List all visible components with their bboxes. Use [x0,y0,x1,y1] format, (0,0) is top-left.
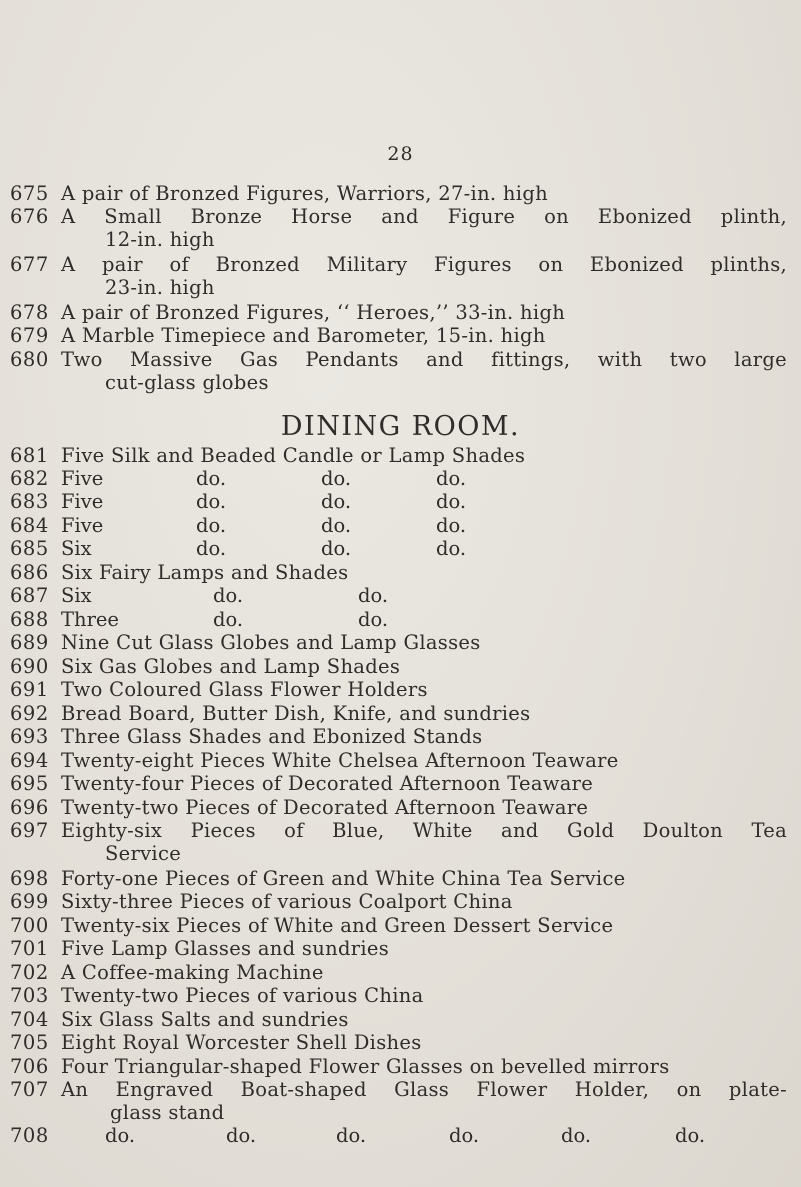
lot-677-continuation: 23-in. high [105,276,215,299]
lot-description: A Small Bronze Horse and Figure on Ebonized plinth, [61,205,787,228]
lot-number: 688 [10,608,49,631]
lot-description: Two Coloured Glass Flower Holders [61,678,428,701]
lot-description: A pair of Bronzed Military Figures on Ebonized plinths, [61,253,787,276]
lot-697 [0,819,801,843]
lot-description: A Coffee-making Machine [61,961,324,984]
lot-number: 702 [10,961,49,984]
lot-number: 691 [10,678,49,701]
lot-700 [0,914,801,938]
lot-697-continuation: Service [105,842,182,865]
lot-680 [0,348,801,372]
lot-description: A pair of Bronzed Figures, ‘‘ Heroes,’’ 33-in. high [61,301,566,324]
lot-quantity: Five [61,467,104,490]
lot-description: Five Lamp Glasses and sundries [61,937,390,960]
lot-number: 694 [10,749,49,772]
lot-number: 676 [10,205,49,228]
lot-description: Bread Board, Butter Dish, Knife, and sundries [61,702,531,725]
lot-number: 706 [10,1055,49,1078]
ditto-mark: do. [226,1124,257,1147]
lot-705 [0,1031,801,1055]
ditto-mark: do. [321,537,352,560]
lot-687 [0,584,801,608]
lot-quantity: Six [61,537,92,560]
ditto-mark: do. [213,608,244,631]
lot-description: Twenty-two Pieces of various China [61,984,424,1007]
lot-707-continuation: glass stand [110,1101,225,1124]
lot-676-continuation: 12-in. high [105,228,215,251]
lot-number: 683 [10,490,49,513]
lot-691 [0,678,801,702]
lot-675 [0,182,801,206]
lot-description: Nine Cut Glass Globes and Lamp Glasses [61,631,481,654]
lot-quantity: Five [61,490,104,513]
lot-number: 678 [10,301,49,324]
ditto-mark: do. [436,490,467,513]
lot-number: 677 [10,253,49,276]
lot-description: A Marble Timepiece and Barometer, 15-in. high [61,324,546,347]
lot-number: 680 [10,348,49,371]
lot-695 [0,772,801,796]
lot-description: Twenty-eight Pieces White Chelsea Afternoon Teaware [61,749,619,772]
lot-description: Six Gas Globes and Lamp Shades [61,655,401,678]
lot-description: Twenty-two Pieces of Decorated Afternoon Teaware [61,796,589,819]
lot-description: Five Silk and Beaded Candle or Lamp Shades [61,444,526,467]
lot-707 [0,1078,801,1102]
lot-description: Twenty-six Pieces of White and Green Dessert Service [61,914,614,937]
lot-693 [0,725,801,749]
ditto-mark: do. [675,1124,706,1147]
lot-number: 708 [10,1124,49,1147]
lot-description: Six Fairy Lamps and Shades [61,561,349,584]
lot-number: 705 [10,1031,49,1054]
lot-number: 685 [10,537,49,560]
section-heading: DINING ROOM. [280,411,521,442]
ditto-mark: do. [358,584,389,607]
lot-description: Three Glass Shades and Ebonized Stands [61,725,483,748]
lot-quantity: Three [61,608,119,631]
lot-698 [0,867,801,891]
lot-708 [0,1124,801,1148]
lot-684 [0,514,801,538]
ditto-mark: do. [321,514,352,537]
lot-678 [0,301,801,325]
lot-702 [0,961,801,985]
lot-701 [0,937,801,961]
ditto-mark: do. [105,1124,136,1147]
lot-685 [0,537,801,561]
lot-description: Sixty-three Pieces of various Coalport China [61,890,513,913]
ditto-mark: do. [561,1124,592,1147]
lot-706 [0,1055,801,1079]
lot-number: 700 [10,914,49,937]
lot-689 [0,631,801,655]
lot-quantity: Five [61,514,104,537]
lot-686 [0,561,801,585]
lot-description: Twenty-four Pieces of Decorated Afternoon Teaware [61,772,594,795]
lot-description: A pair of Bronzed Figures, Warriors, 27-in. high [61,182,548,205]
lot-690 [0,655,801,679]
lot-number: 701 [10,937,49,960]
lot-683 [0,490,801,514]
ditto-mark: do. [358,608,389,631]
lot-679 [0,324,801,348]
lot-number: 687 [10,584,49,607]
lot-682 [0,467,801,491]
page-number: 28 [387,143,414,165]
lot-number: 698 [10,867,49,890]
lot-676 [0,205,801,229]
lot-number: 690 [10,655,49,678]
lot-703 [0,984,801,1008]
lot-description: An Engraved Boat-shaped Glass Flower Holder, on plate- [61,1078,787,1101]
ditto-mark: do. [321,490,352,513]
lot-704 [0,1008,801,1032]
lot-description: Eight Royal Worcester Shell Dishes [61,1031,422,1054]
ditto-mark: do. [196,490,227,513]
lot-number: 689 [10,631,49,654]
ditto-mark: do. [196,467,227,490]
lot-number: 675 [10,182,49,205]
ditto-mark: do. [213,584,244,607]
lot-number: 695 [10,772,49,795]
lot-number: 696 [10,796,49,819]
lot-681 [0,444,801,468]
lot-quantity: Six [61,584,92,607]
lot-number: 699 [10,890,49,913]
lot-number: 682 [10,467,49,490]
lot-number: 704 [10,1008,49,1031]
lot-number: 684 [10,514,49,537]
ditto-mark: do. [449,1124,480,1147]
lot-number: 679 [10,324,49,347]
lot-number: 707 [10,1078,49,1101]
ditto-mark: do. [321,467,352,490]
lot-number: 693 [10,725,49,748]
lot-description: Two Massive Gas Pendants and fittings, with two large [61,348,787,371]
ditto-mark: do. [436,467,467,490]
lot-description: Forty-one Pieces of Green and White China Tea Service [61,867,626,890]
ditto-mark: do. [436,537,467,560]
ditto-mark: do. [336,1124,367,1147]
lot-number: 697 [10,819,49,842]
lot-description: Four Triangular-shaped Flower Glasses on bevelled mirrors [61,1055,670,1078]
lot-699 [0,890,801,914]
lot-description: Eighty-six Pieces of Blue, White and Gold Doulton Tea [61,819,787,842]
lot-number: 703 [10,984,49,1007]
lot-692 [0,702,801,726]
ditto-mark: do. [196,514,227,537]
lot-696 [0,796,801,820]
lot-688 [0,608,801,632]
ditto-mark: do. [196,537,227,560]
lot-description: Six Glass Salts and sundries [61,1008,349,1031]
lot-680-continuation: cut-glass globes [105,371,269,394]
lot-694 [0,749,801,773]
lot-number: 686 [10,561,49,584]
lot-677 [0,253,801,277]
lot-number: 681 [10,444,49,467]
lot-number: 692 [10,702,49,725]
ditto-mark: do. [436,514,467,537]
